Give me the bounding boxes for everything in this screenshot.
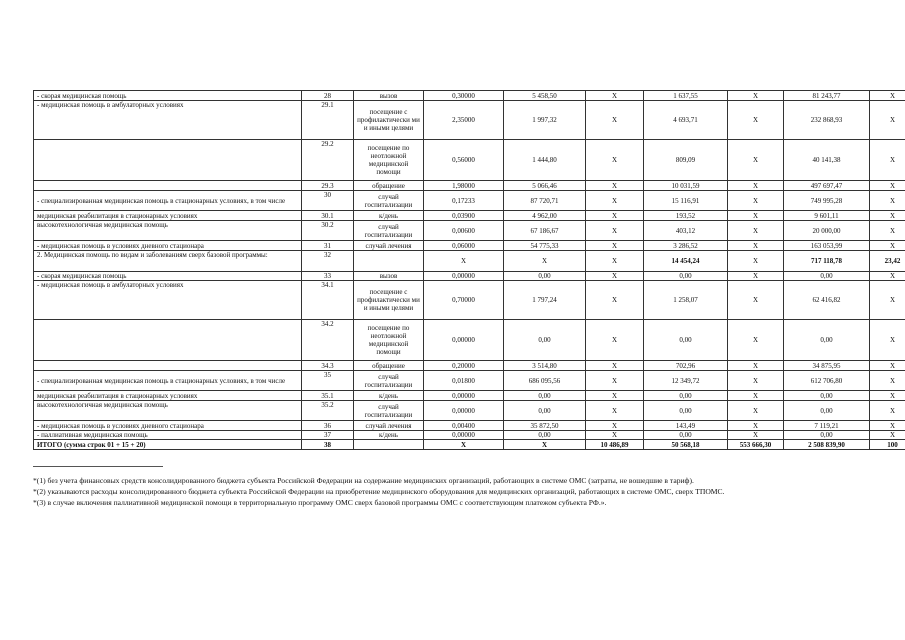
service-name-cell: - медицинская помощь в амбулаторных условиях xyxy=(34,281,302,320)
value-cell: Х xyxy=(870,361,905,371)
value-cell: 0,00 xyxy=(504,320,586,361)
value-cell: Х xyxy=(728,221,784,241)
table-row xyxy=(34,191,905,211)
row-number-cell: 29.1 xyxy=(302,101,354,140)
unit-cell: случай госпитализации xyxy=(354,191,424,211)
value-cell: Х xyxy=(586,140,644,181)
unit-cell: случай госпитализации xyxy=(354,371,424,391)
table-row xyxy=(34,401,905,421)
value-cell: 1 997,32 xyxy=(504,101,586,140)
value-cell: Х xyxy=(586,181,644,191)
value-cell: Х xyxy=(586,211,644,221)
row-number-cell: 35 xyxy=(302,371,354,391)
service-name-cell: - медицинская помощь в условиях дневного стационара xyxy=(34,241,302,251)
row-number-cell: 29.2 xyxy=(302,140,354,181)
service-name-cell: - скорая медицинская помощь xyxy=(34,91,302,101)
row-number-cell: 37 xyxy=(302,431,354,440)
table-row xyxy=(34,251,905,272)
row-number-cell: 29.3 xyxy=(302,181,354,191)
unit-cell: посещение с профилактически ми и иными целями xyxy=(354,281,424,320)
value-cell: 143,49 xyxy=(644,421,728,431)
value-cell: 5 458,50 xyxy=(504,91,586,101)
service-name-cell: - паллиативная медицинская помощь xyxy=(34,431,302,440)
service-name-cell xyxy=(34,320,302,361)
value-cell: Х xyxy=(870,221,905,241)
value-cell: Х xyxy=(586,391,644,401)
table-row xyxy=(34,272,905,281)
unit-cell: случай лечения xyxy=(354,241,424,251)
value-cell: 9 601,11 xyxy=(784,211,870,221)
total-row xyxy=(34,440,905,450)
value-cell: 2 508 839,90 xyxy=(784,440,870,450)
value-cell: Х xyxy=(586,101,644,140)
value-cell: 87 720,71 xyxy=(504,191,586,211)
service-name-cell: - медицинская помощь в амбулаторных условиях xyxy=(34,101,302,140)
unit-cell: вызов xyxy=(354,91,424,101)
value-cell: Х xyxy=(728,320,784,361)
value-cell: Х xyxy=(586,431,644,440)
unit-cell xyxy=(354,251,424,272)
service-name-cell: - медицинская помощь в условиях дневного стационара xyxy=(34,421,302,431)
value-cell: Х xyxy=(728,191,784,211)
table-row xyxy=(34,361,905,371)
value-cell: 497 697,47 xyxy=(784,181,870,191)
value-cell: 0,30000 xyxy=(424,91,504,101)
value-cell: Х xyxy=(870,431,905,440)
value-cell: 612 706,80 xyxy=(784,371,870,391)
service-name-cell xyxy=(34,361,302,371)
table-row xyxy=(34,281,905,320)
value-cell: Х xyxy=(728,421,784,431)
footnote-3: *(3) в случае включения паллиативной медицинской помощи в территориальную программу ОМС сверх базовой программы ОМС с соответствующим платежом субъекта РФ.». xyxy=(33,498,607,507)
row-number-cell: 30.1 xyxy=(302,211,354,221)
value-cell: 4 693,71 xyxy=(644,101,728,140)
value-cell: Х xyxy=(870,320,905,361)
value-cell: 686 095,56 xyxy=(504,371,586,391)
value-cell: Х xyxy=(870,140,905,181)
table-row xyxy=(34,391,905,401)
value-cell: Х xyxy=(728,140,784,181)
value-cell: 717 118,78 xyxy=(784,251,870,272)
table-row xyxy=(34,431,905,440)
value-cell: Х xyxy=(870,281,905,320)
value-cell: 3 286,52 xyxy=(644,241,728,251)
value-cell: Х xyxy=(870,391,905,401)
value-cell: Х xyxy=(870,272,905,281)
service-name-cell: - специализированная медицинская помощь в стационарных условиях, в том числе xyxy=(34,371,302,391)
value-cell: 163 053,99 xyxy=(784,241,870,251)
row-number-cell: 38 xyxy=(302,440,354,450)
row-number-cell: 31 xyxy=(302,241,354,251)
unit-cell: к/день xyxy=(354,391,424,401)
value-cell: 0,56000 xyxy=(424,140,504,181)
table-row xyxy=(34,211,905,221)
value-cell: 809,09 xyxy=(644,140,728,181)
value-cell: Х xyxy=(586,371,644,391)
value-cell: Х xyxy=(586,421,644,431)
value-cell: 0,00 xyxy=(504,401,586,421)
value-cell: 35 872,50 xyxy=(504,421,586,431)
value-cell: 0,00 xyxy=(784,431,870,440)
value-cell: 403,12 xyxy=(644,221,728,241)
value-cell: 0,00 xyxy=(644,272,728,281)
unit-cell: посещение с профилактически ми и иными целями xyxy=(354,101,424,140)
value-cell: Х xyxy=(870,181,905,191)
value-cell: 1 797,24 xyxy=(504,281,586,320)
value-cell: 0,17233 xyxy=(424,191,504,211)
table-row xyxy=(34,140,905,181)
value-cell: 0,00 xyxy=(504,431,586,440)
value-cell: 62 416,82 xyxy=(784,281,870,320)
value-cell: Х xyxy=(728,91,784,101)
value-cell: Х xyxy=(586,221,644,241)
value-cell: 0,00 xyxy=(784,401,870,421)
value-cell: Х xyxy=(728,431,784,440)
row-number-cell: 34.3 xyxy=(302,361,354,371)
row-number-cell: 28 xyxy=(302,91,354,101)
value-cell: Х xyxy=(728,371,784,391)
value-cell: 0,00000 xyxy=(424,320,504,361)
footnotes xyxy=(33,476,878,509)
footnote-separator xyxy=(33,466,163,467)
table-row xyxy=(34,181,905,191)
value-cell: Х xyxy=(586,401,644,421)
value-cell: 0,00 xyxy=(504,391,586,401)
value-cell: 749 995,28 xyxy=(784,191,870,211)
value-cell: 0,00000 xyxy=(424,431,504,440)
value-cell: 54 775,33 xyxy=(504,241,586,251)
value-cell: 10 486,89 xyxy=(586,440,644,450)
table-row xyxy=(34,421,905,431)
value-cell: 3 514,80 xyxy=(504,361,586,371)
unit-cell xyxy=(354,440,424,450)
value-cell: 12 349,72 xyxy=(644,371,728,391)
value-cell: Х xyxy=(586,191,644,211)
value-cell: 0,00 xyxy=(644,391,728,401)
value-cell: 0,00 xyxy=(644,431,728,440)
value-cell: 0,01800 xyxy=(424,371,504,391)
value-cell: 0,00 xyxy=(644,320,728,361)
value-cell: Х xyxy=(870,241,905,251)
value-cell: 553 666,30 xyxy=(728,440,784,450)
value-cell: Х xyxy=(728,211,784,221)
unit-cell: посещение по неотложной медицинской помощи xyxy=(354,320,424,361)
value-cell: 50 568,18 xyxy=(644,440,728,450)
row-number-cell: 33 xyxy=(302,272,354,281)
value-cell: Х xyxy=(504,440,586,450)
value-cell: Х xyxy=(586,272,644,281)
value-cell: 193,52 xyxy=(644,211,728,221)
service-name-cell: высокотехнологичная медицинская помощь xyxy=(34,221,302,241)
row-number-cell: 36 xyxy=(302,421,354,431)
row-number-cell: 34.2 xyxy=(302,320,354,361)
unit-cell: случай лечения xyxy=(354,421,424,431)
value-cell: Х xyxy=(586,241,644,251)
value-cell: 0,00 xyxy=(644,401,728,421)
value-cell: 4 962,00 xyxy=(504,211,586,221)
value-cell: 1 444,80 xyxy=(504,140,586,181)
value-cell: 1 637,55 xyxy=(644,91,728,101)
service-name-cell: медицинская реабилитация в стационарных условиях xyxy=(34,211,302,221)
value-cell: Х xyxy=(870,371,905,391)
value-cell: 40 141,38 xyxy=(784,140,870,181)
value-cell: 0,00 xyxy=(504,272,586,281)
value-cell: Х xyxy=(728,181,784,191)
value-cell: Х xyxy=(870,191,905,211)
value-cell: Х xyxy=(586,320,644,361)
value-cell: 2,35000 xyxy=(424,101,504,140)
table-row xyxy=(34,371,905,391)
value-cell: 0,00 xyxy=(784,320,870,361)
value-cell: 34 875,95 xyxy=(784,361,870,371)
value-cell: 81 243,77 xyxy=(784,91,870,101)
value-cell: 1 258,07 xyxy=(644,281,728,320)
value-cell: 0,00400 xyxy=(424,421,504,431)
value-cell: Х xyxy=(870,211,905,221)
row-number-cell: 30 xyxy=(302,191,354,211)
value-cell: Х xyxy=(728,401,784,421)
row-number-cell: 30.2 xyxy=(302,221,354,241)
value-cell: Х xyxy=(586,251,644,272)
unit-cell: посещение по неотложной медицинской помощи xyxy=(354,140,424,181)
unit-cell: обращение xyxy=(354,361,424,371)
service-name-cell: - специализированная медицинская помощь в стационарных условиях, в том числе xyxy=(34,191,302,211)
value-cell: 0,00000 xyxy=(424,272,504,281)
value-cell: 15 116,91 xyxy=(644,191,728,211)
value-cell: 0,06000 xyxy=(424,241,504,251)
unit-cell: обращение xyxy=(354,181,424,191)
value-cell: Х xyxy=(504,251,586,272)
unit-cell: случай госпитализации xyxy=(354,221,424,241)
value-cell: 0,00 xyxy=(784,391,870,401)
value-cell: 0,70000 xyxy=(424,281,504,320)
table-row xyxy=(34,221,905,241)
section-heading-cell: 2. Медицинская помощь по видам и заболеваниям сверх базовой программы: xyxy=(34,251,302,272)
row-number-cell: 34.1 xyxy=(302,281,354,320)
value-cell: Х xyxy=(586,361,644,371)
value-cell: 0,20000 xyxy=(424,361,504,371)
row-number-cell: 32 xyxy=(302,251,354,272)
unit-cell: к/день xyxy=(354,211,424,221)
value-cell: 67 186,67 xyxy=(504,221,586,241)
value-cell: 14 454,24 xyxy=(644,251,728,272)
value-cell: Х xyxy=(728,391,784,401)
table-row xyxy=(34,91,905,101)
value-cell: 232 868,93 xyxy=(784,101,870,140)
data-table xyxy=(33,90,905,450)
service-name-cell: медицинская реабилитация в стационарных условиях xyxy=(34,391,302,401)
footnote-1: *(1) без учета финансовых средств консолидированного бюджета субъекта Российской Федерации на содержание медицинских организаций, работающих в системе ОМС (затраты, не вошедшие в тариф). xyxy=(33,476,694,485)
value-cell: 0,00000 xyxy=(424,391,504,401)
table-row xyxy=(34,241,905,251)
value-cell: Х xyxy=(586,91,644,101)
value-cell: Х xyxy=(728,251,784,272)
value-cell: 0,00 xyxy=(784,272,870,281)
value-cell: 20 000,00 xyxy=(784,221,870,241)
value-cell: 0,00600 xyxy=(424,221,504,241)
row-number-cell: 35.1 xyxy=(302,391,354,401)
value-cell: 10 031,59 xyxy=(644,181,728,191)
value-cell: Х xyxy=(728,281,784,320)
unit-cell: к/день xyxy=(354,431,424,440)
value-cell: Х xyxy=(870,401,905,421)
value-cell: Х xyxy=(870,91,905,101)
value-cell: 100 xyxy=(870,440,905,450)
value-cell: Х xyxy=(424,440,504,450)
value-cell: Х xyxy=(728,361,784,371)
total-label-cell: ИТОГО (сумма строк 01 + 15 + 20) xyxy=(34,440,302,450)
value-cell: Х xyxy=(424,251,504,272)
value-cell: 702,96 xyxy=(644,361,728,371)
table-row xyxy=(34,101,905,140)
footnote-2: *(2) указываются расходы консолидированного бюджета субъекта Российской Федерации на приобретение медицинского оборудования для медицинских организаций, работающих в системе ОМС, сверх ТПОМС. xyxy=(33,487,725,496)
value-cell: Х xyxy=(728,241,784,251)
value-cell: Х xyxy=(586,281,644,320)
service-name-cell: - скорая медицинская помощь xyxy=(34,272,302,281)
table-row xyxy=(34,320,905,361)
value-cell: Х xyxy=(870,101,905,140)
value-cell: Х xyxy=(870,421,905,431)
row-number-cell: 35.2 xyxy=(302,401,354,421)
value-cell: 0,00000 xyxy=(424,401,504,421)
service-name-cell xyxy=(34,181,302,191)
service-name-cell: высокотехнологичная медицинская помощь xyxy=(34,401,302,421)
value-cell: 23,42 xyxy=(870,251,905,272)
value-cell: 1,98000 xyxy=(424,181,504,191)
unit-cell: вызов xyxy=(354,272,424,281)
value-cell: 5 066,46 xyxy=(504,181,586,191)
service-name-cell xyxy=(34,140,302,181)
value-cell: Х xyxy=(728,272,784,281)
value-cell: Х xyxy=(728,101,784,140)
value-cell: 0,03900 xyxy=(424,211,504,221)
value-cell: 7 119,21 xyxy=(784,421,870,431)
unit-cell: случай госпитализации xyxy=(354,401,424,421)
